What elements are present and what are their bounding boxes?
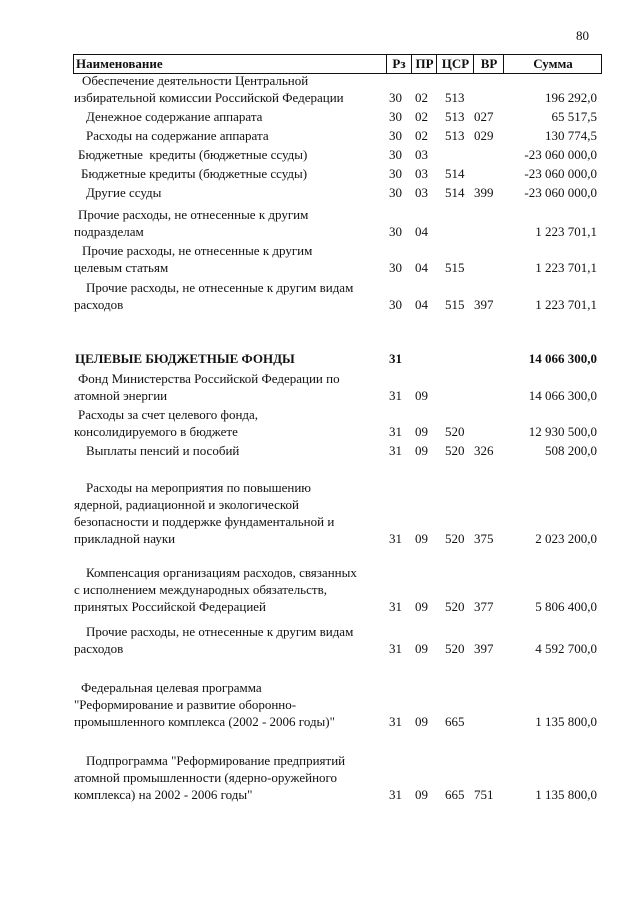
row-csr: 513 xyxy=(445,128,465,143)
row-name-line: "Реформирование и развитие оборонно- xyxy=(74,697,297,712)
header-name: Наименование xyxy=(76,56,163,71)
row-name-line: принятых Российской Федерацией xyxy=(74,599,266,614)
row-sum: 5 806 400,0 xyxy=(535,599,597,614)
row-csr: 515 xyxy=(445,260,465,275)
row-csr: 514 xyxy=(445,166,465,181)
row-name-line: Расходы за счет целевого фонда, xyxy=(78,407,259,422)
row-name-line: консолидируемого в бюджете xyxy=(74,424,238,439)
row-name-line: Расходы на содержание аппарата xyxy=(86,128,269,143)
table-row xyxy=(0,184,640,201)
row-vr: 399 xyxy=(474,185,494,200)
row-name-line: Обеспечение деятельности Центральной xyxy=(82,73,309,88)
row-sum: 2 023 200,0 xyxy=(535,531,597,546)
table-row xyxy=(0,127,640,144)
row-name-line: Прочие расходы, не отнесенные к другим видам xyxy=(86,280,354,295)
row-rz: 31 xyxy=(389,714,402,729)
row-rz: 30 xyxy=(389,109,402,124)
row-name-line: безопасности и поддержке фундаментальной и xyxy=(74,514,335,529)
table-row xyxy=(0,752,640,803)
row-pr: 03 xyxy=(415,166,428,181)
row-sum: 196 292,0 xyxy=(545,90,597,105)
table-row xyxy=(0,146,640,163)
row-pr: 04 xyxy=(415,224,428,239)
row-csr: 665 xyxy=(445,787,465,802)
row-name-line: Другие ссуды xyxy=(86,185,162,200)
row-rz: 31 xyxy=(389,787,402,802)
row-csr: 513 xyxy=(445,90,465,105)
row-sum: 130 774,5 xyxy=(545,128,597,143)
header-sum: Сумма xyxy=(503,55,602,73)
row-rz: 31 xyxy=(389,351,402,366)
row-sum: -23 060 000,0 xyxy=(524,147,597,162)
row-name-line: Компенсация организациям расходов, связанных xyxy=(86,565,357,580)
row-csr: 520 xyxy=(445,443,465,458)
row-vr: 029 xyxy=(474,128,494,143)
row-name xyxy=(74,479,394,547)
row-name-line: Прочие расходы, не отнесенные к другим видам xyxy=(86,624,354,639)
table-row xyxy=(0,242,640,276)
row-name xyxy=(74,370,394,404)
row-pr: 02 xyxy=(415,128,428,143)
header-csr: ЦСР xyxy=(436,55,474,73)
row-pr: 09 xyxy=(415,424,428,439)
row-sum: 1 223 701,1 xyxy=(535,224,597,239)
header-vr: ВР xyxy=(473,55,504,73)
row-pr: 09 xyxy=(415,531,428,546)
row-vr: 027 xyxy=(474,109,494,124)
row-sum: 4 592 700,0 xyxy=(535,641,597,656)
row-name-line: промышленного комплекса (2002 - 2006 годы)" xyxy=(74,714,335,729)
row-sum: 12 930 500,0 xyxy=(528,424,597,439)
row-csr: 520 xyxy=(445,599,465,614)
row-rz: 31 xyxy=(389,599,402,614)
row-rz: 30 xyxy=(389,128,402,143)
row-pr: 02 xyxy=(415,90,428,105)
row-name xyxy=(74,564,394,615)
table-row xyxy=(0,564,640,615)
row-name xyxy=(74,242,394,276)
row-rz: 30 xyxy=(389,224,402,239)
table-row xyxy=(0,108,640,125)
row-rz: 31 xyxy=(389,424,402,439)
row-name-line: целевым статьям xyxy=(74,260,169,275)
table-row xyxy=(0,479,640,547)
table-row xyxy=(0,623,640,657)
row-pr: 02 xyxy=(415,109,428,124)
row-name xyxy=(74,442,394,459)
row-rz: 31 xyxy=(389,641,402,656)
row-name xyxy=(74,146,394,163)
row-sum: 65 517,5 xyxy=(551,109,597,124)
row-sum: 1 223 701,1 xyxy=(535,297,597,312)
row-name-line: Расходы на мероприятия по повышению xyxy=(86,480,312,495)
row-pr: 09 xyxy=(415,443,428,458)
row-name xyxy=(74,127,394,144)
row-name xyxy=(74,752,394,803)
row-name-line: подразделам xyxy=(74,224,144,239)
row-rz: 31 xyxy=(389,531,402,546)
row-name xyxy=(74,279,394,313)
row-vr: 375 xyxy=(474,531,494,546)
row-pr: 09 xyxy=(415,599,428,614)
row-name-line: атомной промышленности (ядерно-оружейного xyxy=(74,770,338,785)
row-pr: 03 xyxy=(415,185,428,200)
row-name-line: избирательной комиссии Российской Федерации xyxy=(74,90,344,105)
row-csr: 520 xyxy=(445,531,465,546)
table-row xyxy=(0,206,640,240)
row-name-line: Подпрограмма "Реформирование предприятий xyxy=(86,753,346,768)
row-sum: 508 200,0 xyxy=(545,443,597,458)
row-rz: 30 xyxy=(389,297,402,312)
row-pr: 09 xyxy=(415,388,428,403)
row-name xyxy=(74,406,394,440)
row-name-line: Выплаты пенсий и пособий xyxy=(86,443,240,458)
row-name xyxy=(74,679,394,730)
row-vr: 397 xyxy=(474,297,494,312)
row-vr: 397 xyxy=(474,641,494,656)
row-pr: 03 xyxy=(415,147,428,162)
row-pr: 04 xyxy=(415,297,428,312)
row-name-line: комплекса) на 2002 - 2006 годы" xyxy=(74,787,253,802)
row-name-line: расходов xyxy=(74,297,124,312)
table-row xyxy=(0,72,640,106)
row-sum: 14 066 300,0 xyxy=(528,351,597,366)
row-name-line: Прочие расходы, не отнесенные к другим xyxy=(78,207,309,222)
table-row xyxy=(0,406,640,440)
row-name xyxy=(74,165,394,182)
row-name-line: Федеральная целевая программа xyxy=(81,680,262,695)
table-row xyxy=(0,165,640,182)
row-name-line: ЦЕЛЕВЫЕ БЮДЖЕТНЫЕ ФОНДЫ xyxy=(75,351,295,366)
row-csr: 514 xyxy=(445,185,465,200)
row-csr: 665 xyxy=(445,714,465,729)
table-header xyxy=(73,54,602,74)
page-number: 80 xyxy=(576,28,589,43)
row-rz: 31 xyxy=(389,443,402,458)
row-name-line: Бюджетные кредиты (бюджетные ссуды) xyxy=(78,147,308,162)
header-rz: Рз xyxy=(386,55,411,73)
table-row xyxy=(0,350,640,367)
row-name-line: с исполнением международных обязательств, xyxy=(74,582,327,597)
row-name-line: расходов xyxy=(74,641,124,656)
row-rz: 30 xyxy=(389,185,402,200)
row-sum: 1 135 800,0 xyxy=(535,714,597,729)
table-row xyxy=(0,442,640,459)
row-name-line: Прочие расходы, не отнесенные к другим xyxy=(82,243,313,258)
row-name xyxy=(74,184,394,201)
row-name xyxy=(74,623,394,657)
header-pr: ПР xyxy=(411,55,437,73)
row-name-line: Бюджетные кредиты (бюджетные ссуды) xyxy=(81,166,308,181)
row-sum: 1 135 800,0 xyxy=(535,787,597,802)
row-rz: 30 xyxy=(389,90,402,105)
row-name xyxy=(74,72,394,106)
row-sum: -23 060 000,0 xyxy=(524,166,597,181)
row-pr: 09 xyxy=(415,714,428,729)
row-sum: 1 223 701,1 xyxy=(535,260,597,275)
row-vr: 326 xyxy=(474,443,494,458)
row-name-line: Фонд Министерства Российской Федерации по xyxy=(78,371,340,386)
row-name xyxy=(74,108,394,125)
row-rz: 31 xyxy=(389,388,402,403)
row-rz: 30 xyxy=(389,166,402,181)
row-csr: 513 xyxy=(445,109,465,124)
table-row xyxy=(0,679,640,730)
row-sum: -23 060 000,0 xyxy=(524,185,597,200)
row-name-line: ядерной, радиационной и экологической xyxy=(74,497,299,512)
row-pr: 09 xyxy=(415,641,428,656)
row-vr: 751 xyxy=(474,787,494,802)
table-row xyxy=(0,279,640,313)
row-name xyxy=(74,206,394,240)
row-name xyxy=(74,350,394,367)
row-name-line: атомной энергии xyxy=(74,388,168,403)
row-sum: 14 066 300,0 xyxy=(528,388,597,403)
row-rz: 30 xyxy=(389,260,402,275)
row-vr: 377 xyxy=(474,599,494,614)
row-csr: 520 xyxy=(445,641,465,656)
row-csr: 515 xyxy=(445,297,465,312)
row-name-line: прикладной науки xyxy=(74,531,176,546)
row-pr: 09 xyxy=(415,787,428,802)
row-csr: 520 xyxy=(445,424,465,439)
row-rz: 30 xyxy=(389,147,402,162)
table-row xyxy=(0,370,640,404)
row-name-line: Денежное содержание аппарата xyxy=(86,109,263,124)
row-pr: 04 xyxy=(415,260,428,275)
